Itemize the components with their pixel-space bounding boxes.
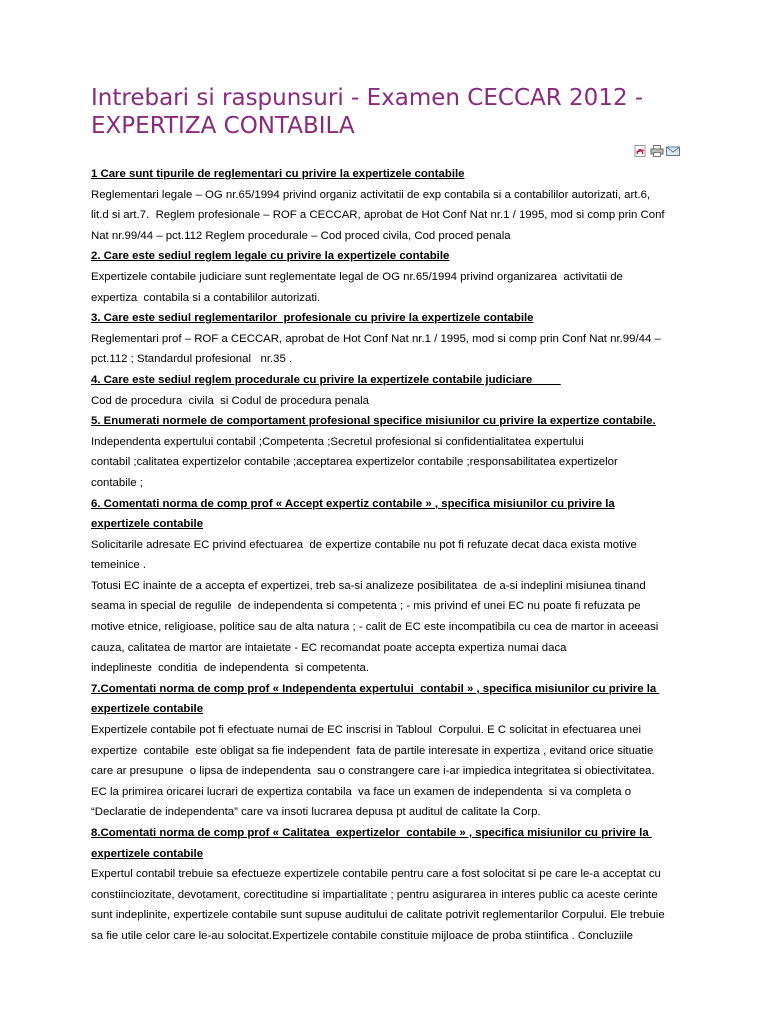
question-heading: 7.Comentati norma de comp prof « Independenta expertului contabil » , specifica misiunilor cu privire la expertizele contabile [91,682,657,716]
question-heading: 1 Care sunt tipurile de reglementari cu privire la expertizele contabile [91,168,465,180]
answer-line: seama in special de regulile de independenta si competenta ; - mis privind ef unei EC nu poate fi refuzata pe [91,600,641,613]
question-heading: 5. Enumerati normele de comportament profesional specifice misiunilor cu privire la expertize contabile. [91,415,656,428]
answer-line: EC la primirea oricarei lucrari de expertiza contabila va face un examen de independenta si va completa o [91,785,632,798]
answer-text [91,267,691,308]
answer-line: Totusi EC inainte de a accepta ef expertizei, treb sa-si analizeze posibilitatea de a-si indeplini misiunea tinand [91,579,646,592]
answer-line: Expertizele contabile judiciare sunt reglementate legal de OG nr.65/1994 privind organizarea activitatii de [91,270,623,283]
document-toolbar [634,145,680,157]
answer-text [91,391,691,412]
answer-line: constiinciozitate, devotament, corectitudine si impartialitate ; pentru asigurarea in interes public ca aceste cerinte [91,888,658,901]
title-line-2: EXPERTIZA CONTABILA [91,113,355,139]
answer-line: cauza, calitatea de martor are intaietate - EC recomandat poate accepta expertiza numai daca [91,641,567,654]
print-icon[interactable] [650,145,664,157]
title-line-1: Intrebari si raspunsuri - Examen CECCAR 2012 - [91,85,644,111]
answer-line: “Declaratie de independenta” care va insoti lucrarea depusa pt auditul de calitate la Corp. [91,806,541,819]
answer-line: contabile ; [91,476,143,489]
answer-line: temeinice . [91,559,147,572]
answer-line: Cod de procedura civila si Codul de procedura penala [91,394,369,407]
answer-line: Expertizele contabile pot fi efectuate numai de EC inscrisi in Tabloul Corpului. E C solicitat in efectuarea unei [91,724,641,737]
answer-line: expertiza contabila si a contabililor autorizati. [91,291,321,304]
answer-text [91,720,691,823]
answer-line: indeplineste conditia de independenta si competenta. [91,662,370,675]
answer-text [91,185,691,247]
answer-line: lit.d si art.7. Reglem profesionale – ROF a CECCAR, aprobat de Hot Conf Nat nr.1 / 1995, mod si comp prin Conf [91,209,665,222]
answer-text [91,864,691,946]
answer-line: Independenta expertului contabil ;Competenta ;Secretul profesional si confidentialitatea expertului [91,435,584,448]
answer-text [91,432,691,494]
answer-line: Nat nr.99/44 – pct.112 Reglem procedurale – Cod proced civila, Cod proced penala [91,229,511,242]
answer-line: expertize contabile este obligat sa fie independent fata de partile interesate in expertiza , evitand orice situatie [91,744,654,757]
answer-line: pct.112 ; Standardul profesional nr.35 . [91,353,293,366]
answer-line: care ar presupune o lipsa de independenta sau o constrangere care i-ar impiedica integritatea si obiectivitatea. [91,765,655,778]
answer-line: sa fie utile celor care le-au solocitat.Expertizele contabile constituie mijloace de proba stiintifica . Concluziile [91,929,633,942]
answer-line: contabil ;calitatea expertizelor contabile ;acceptarea expertizelor contabile ;responsabilitatea expertizelor [91,456,618,469]
question-heading: 3. Care este sediul reglementarilor profesionale cu privire la expertizele contabile [91,312,534,325]
question-heading: 8.Comentati norma de comp prof « Calitatea expertizelor contabile » , specifica misiunilor cu privire la expertizele contabile [91,827,649,860]
document-title [91,84,691,140]
answer-line: Reglementari legale – OG nr.65/1994 privind organiz activitatii de exp contabila si a contabililor autorizati, art.6, [91,188,651,201]
answer-line: Expertul contabil trebuie sa efectueze expertizele contabile pentru care a fost solocitat si pe care le-a acceptat cu [91,868,661,881]
answer-line: Reglementari prof – ROF a CECCAR, aprobat de Hot Conf Nat nr.1 / 1995, mod si comp prin Conf Nat nr.99/44 – [91,332,661,345]
question-heading: 6. Comentati norma de comp prof « Accept expertiz contabile » , specifica misiunilor cu privire la expertizele contabile [91,497,615,531]
answer-line: Solicitarile adresate EC privind efectuarea de expertize contabile nu pot fi refuzate decat daca exista motive [91,538,637,551]
answer-line: motive etnice, religioase, politice sau de alta natura ; - calit de EC este incompatibila cu cea de martor in aceeasi [91,621,659,634]
answer-text [91,329,691,370]
pdf-icon[interactable] [634,145,648,157]
email-icon[interactable] [666,145,680,157]
question-heading: 2. Care este sediul reglem legale cu privire la expertizele contabile [91,250,450,263]
answer-text [91,535,691,679]
answer-line: sunt indeplinite, expertizele contabile sunt supuse auditului de calitate potrivit reglementarilor Corpului. Ele trebuie [91,909,665,922]
question-heading: 4. Care este sediul reglem procedurale cu privire la expertizele contabile judiciare [91,373,561,386]
qa-content [91,164,691,947]
